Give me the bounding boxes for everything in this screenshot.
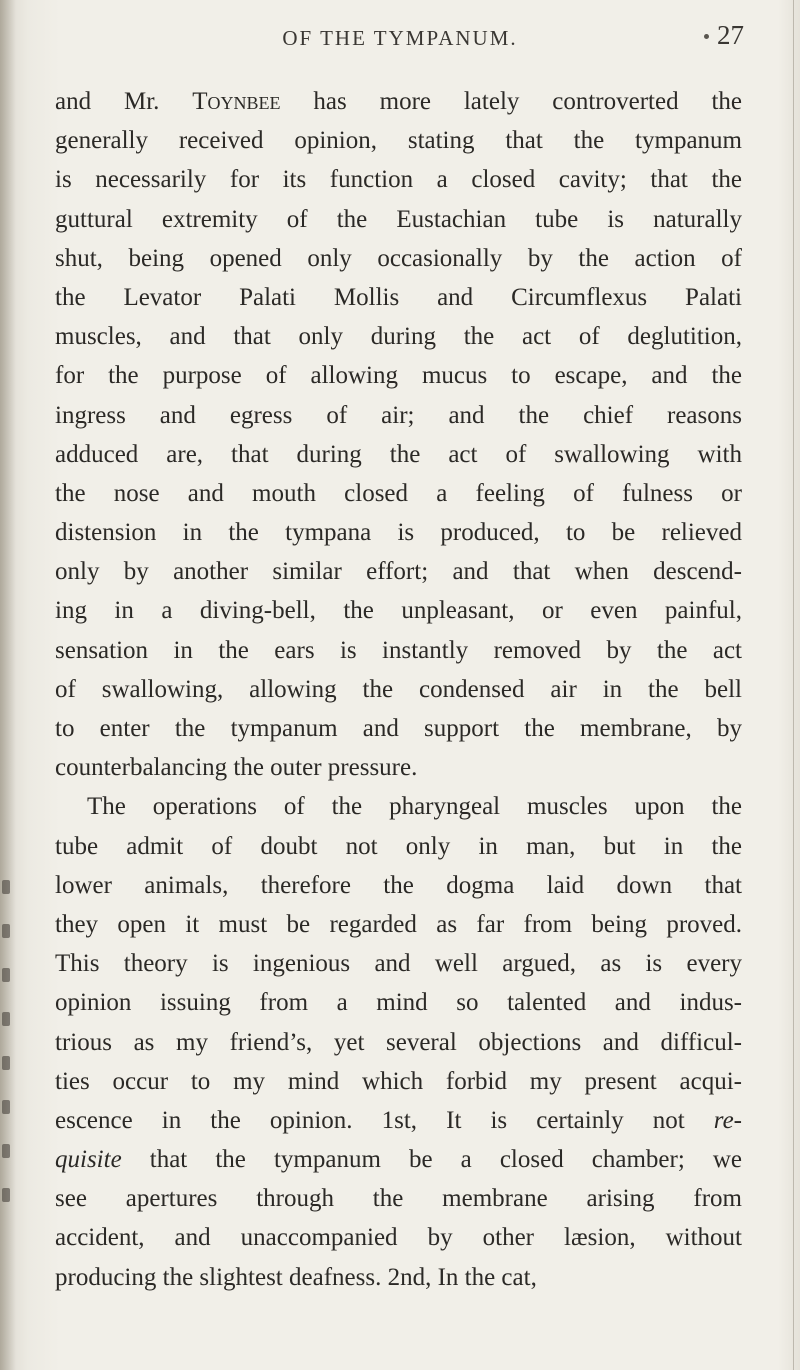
text-line-31: producing the slightest deafness. 2nd, In the cat, <box>55 1263 537 1291</box>
binding-mark <box>2 1144 10 1158</box>
text-line-26: ties occur to my mind which forbid my present acqui- <box>55 1067 742 1095</box>
text-line-14: ing in a diving-bell, the unpleasant, or even painful, <box>55 597 742 625</box>
text-line-22: they open it must be regarded as far from being proved. <box>55 910 742 938</box>
italic-quisite: quisite <box>55 1146 122 1174</box>
binding-mark <box>2 880 10 894</box>
text-line-15: sensation in the ears is instantly removed by the act <box>55 636 742 664</box>
binding-mark <box>2 1012 10 1026</box>
text-line-27 <box>55 1101 742 1140</box>
text-line-18: counterbalancing the outer pressure. <box>55 754 418 782</box>
text-line-19: The operations of the pharyngeal muscles upon the <box>87 793 742 821</box>
text-line-9: ingress and egress of air; and the chief reasons <box>55 401 742 429</box>
text-line-29: see apertures through the membrane arising from <box>55 1185 742 1213</box>
binding-mark <box>2 1100 10 1114</box>
line-28-rest: that the tympanum be a closed chamber; we <box>149 1146 743 1174</box>
text-line-11: the nose and mouth closed a feeling of fulness or <box>55 479 742 507</box>
text-line-5: shut, being opened only occasionally by the action of <box>55 244 742 272</box>
text-line-8: for the purpose of allowing mucus to escape, and the <box>55 362 742 390</box>
text-line-23: This theory is ingenious and well argued, as is every <box>55 950 742 978</box>
text-line-2: generally received opinion, stating that the tympanum <box>55 127 742 155</box>
text-line-25: trious as my friend’s, yet several objections and difficul- <box>55 1028 742 1056</box>
text-line-12: distension in the tympana is produced, to be relieved <box>55 519 742 547</box>
binding-mark <box>2 1188 10 1202</box>
author-name: Toynbee <box>192 88 281 115</box>
page-number: 27 <box>717 20 744 50</box>
line-1-prefix: and Mr. <box>55 88 160 115</box>
text-line-20: tube admit of doubt not only in man, but in the <box>55 832 742 860</box>
text-line-17: to enter the tympanum and support the membrane, by <box>55 715 742 742</box>
body-text <box>55 82 742 1297</box>
binding-mark <box>2 968 10 982</box>
italic-re: re- <box>713 1106 743 1134</box>
binding-mark <box>2 924 10 938</box>
running-title: OF THE TYMPANUM. <box>282 26 518 50</box>
binding-marks <box>0 880 14 1300</box>
binding-mark <box>2 1056 10 1070</box>
text-line-21: lower animals, therefore the dogma laid down that <box>55 871 742 899</box>
line-1-rest: has more lately controverted the <box>313 88 742 115</box>
page-edge <box>793 0 794 1370</box>
line-27-lead: escence in the opinion. 1st, It is certainly not <box>55 1106 685 1134</box>
text-line-4: guttural extremity of the Eustachian tube is naturally <box>55 205 742 233</box>
text-line-13: only by another similar effort; and that when descend- <box>55 558 742 586</box>
running-head <box>0 20 800 66</box>
text-line-24: opinion issuing from a mind so talented and indus- <box>55 989 742 1017</box>
text-line-10: adduced are, that during the act of swallowing with <box>55 440 742 468</box>
text-line-28 <box>55 1140 742 1179</box>
text-line-6: the Levator Palati Mollis and Circumflexus Palati <box>55 283 742 311</box>
text-line-16: of swallowing, allowing the condensed air in the bell <box>55 675 742 703</box>
text-line-1 <box>55 82 742 121</box>
text-line-3: is necessarily for its function a closed cavity; that the <box>55 166 742 194</box>
text-line-30: accident, and unaccompanied by other læsion, without <box>55 1224 742 1252</box>
text-line-7: muscles, and that only during the act of deglutition, <box>55 323 742 351</box>
